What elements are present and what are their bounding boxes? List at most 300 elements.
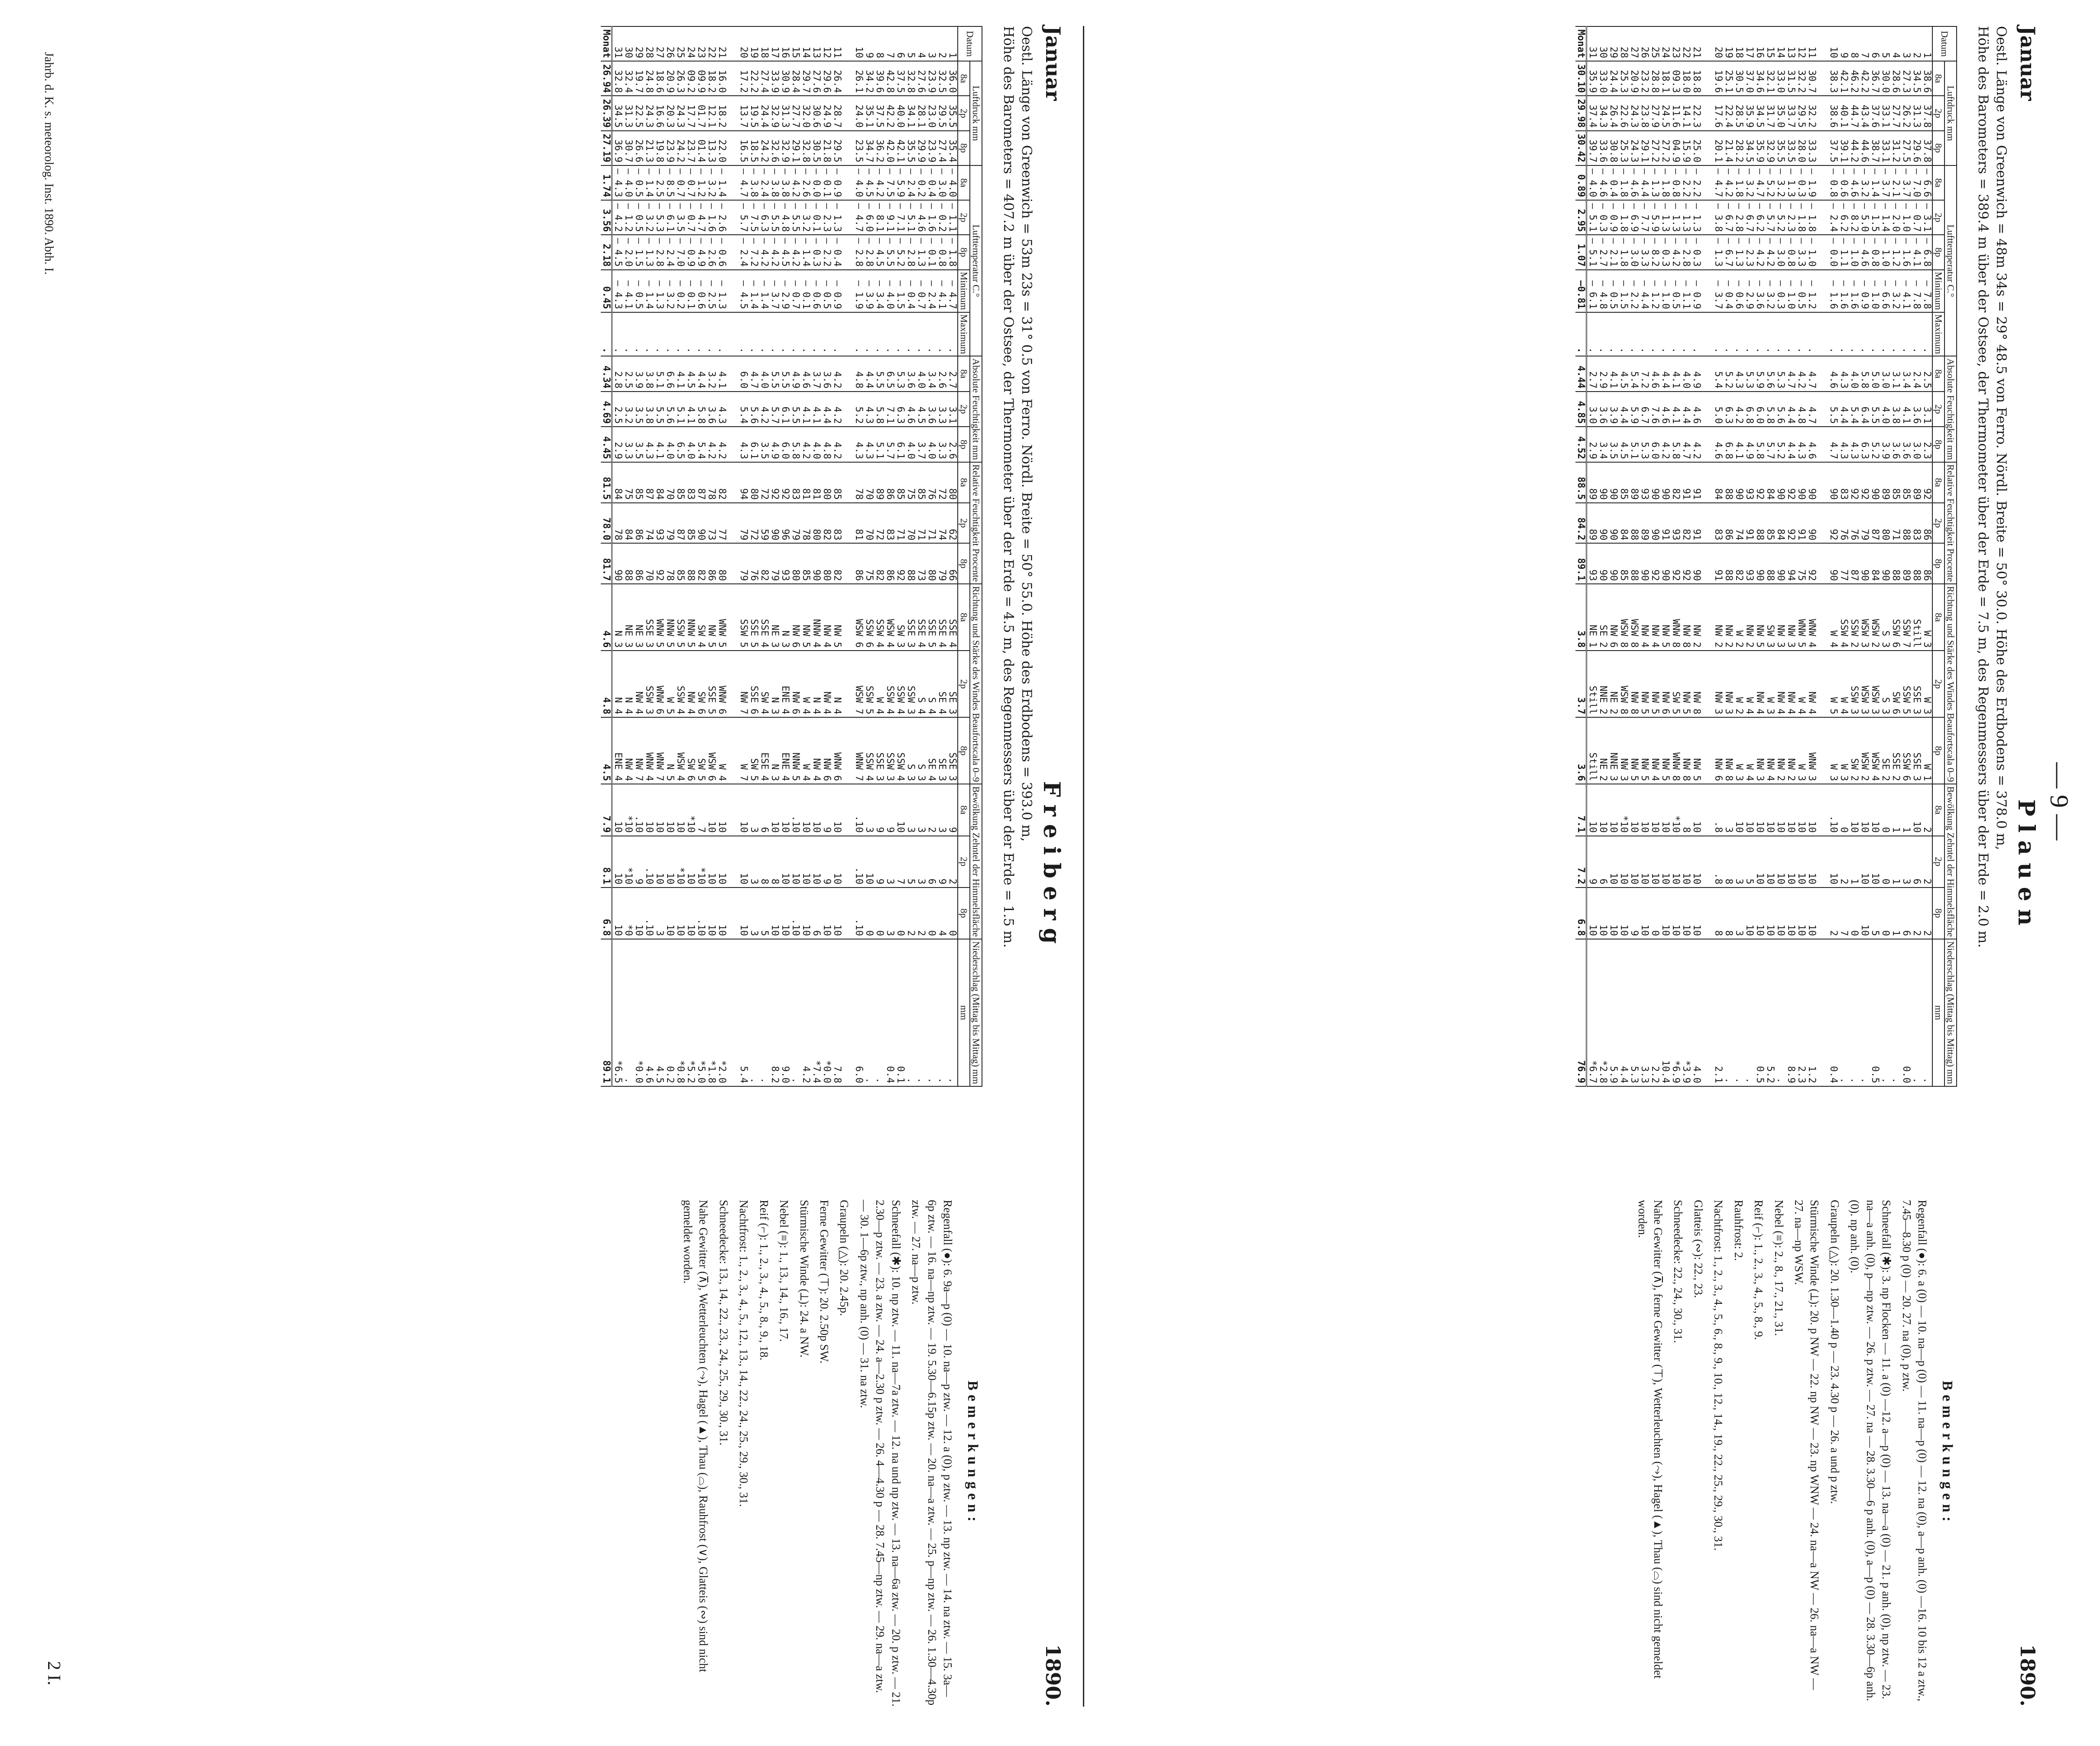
table-cell: 3.5 [633,427,644,462]
table-cell: — 3.2 [664,270,675,312]
table-cell: 0 [926,888,937,939]
table-cell: 16.0 [716,61,727,96]
table-cell: 10 [1587,888,1598,939]
table-cell: 4.2 [1796,356,1806,392]
table-cell: *6.5 [612,939,623,1086]
table-cell: 8 [1713,888,1723,939]
table-cell: 5.0 [1870,356,1880,392]
table-cell: S 3 [1880,651,1890,717]
table-cell: 29.5 [1796,96,1806,130]
table-cell: 84 [623,503,633,544]
column-subheader: 8a [1932,784,1944,836]
table-cell: 96 [780,503,790,544]
remark-paragraph: Schneedecke: 13., 14., 22., 23., 24., 25., 29., 30., 31. [717,1200,730,1445]
table-cell: 10 [706,784,716,836]
table-cell: NW 5 [1639,717,1650,784]
table-cell: 10 [738,836,749,888]
table-cell: — 0.3 [1598,200,1608,235]
table-cell: — 4.1 [1911,235,1922,269]
table-cell: W 3 [1838,717,1849,784]
table-cell: 80 [821,543,832,584]
table-cell: NNE 3 [1608,717,1618,784]
table-cell: — 1.0 [1806,235,1817,269]
table-cell: Still [1587,651,1598,717]
observation-table [1575,26,1957,1087]
table-row [1660,26,1670,1086]
table-cell: 4.85 [1575,392,1587,427]
remark-paragraph: Nebel (≡): 1., 13., 14., 16., 17. [778,1200,791,1342]
table-cell: NW 7 [738,651,749,717]
table-cell: 82 [759,543,769,584]
table-cell: 4.1 [716,356,727,392]
table-cell: 12.1 [706,96,716,130]
column-subheader: 8a [958,165,970,200]
table-cell: 10 [800,784,811,836]
empty-cell [842,270,853,312]
table-cell: WSW 3 [1859,651,1870,717]
table-cell: 9 [821,836,832,888]
table-cell: 90 [1775,543,1786,584]
table-cell: NW 2 [1713,584,1723,651]
table-cell: 83 [832,503,842,544]
table-cell: 85 [675,462,685,503]
day-cell: 25 [1650,26,1660,61]
column-subheader: 8p [1932,543,1944,584]
table-cell: 10 [1775,836,1786,888]
table-cell: . [1775,939,1786,1086]
table-cell: — 6.8 [1922,235,1932,269]
table-cell: NW 4 [1639,584,1650,651]
remark-paragraph: Schneefall (✱): 3. np Flocken — 11. a (0) —12. a—p (0) — 13. na—a (0) — 21. p anh. (0), np ztw. — 23. na—a anh. (0), p—np ztw. — 26. p ztw. — 27. na — 28. 3.30—6 p anh. (0), a—p (0) — 28. 3.30—6p anh. (0). np anh. (0). [1848,1200,1893,1701]
empty-cell [727,427,738,462]
remark-paragraph: Stürmische Winde (⟂): 20. p NW — 22. np NW — 23. np WNW — 24. na—a NW — 26. na—a NW — 27. na—np WSW. [1792,1200,1821,1690]
column-subheader: 8a [1932,462,1944,503]
table-row [1618,26,1629,1086]
table-cell: WNW 4 [644,717,654,784]
table-cell: 30.5 [811,131,821,165]
table-cell: NW 7 [633,717,644,784]
table-cell: 3.9 [633,356,644,392]
table-cell: 19.5 [749,96,759,130]
day-cell: 13 [1786,26,1796,61]
table-cell: 10 [1786,836,1796,888]
table-cell: — 2.5 [706,270,716,312]
table-cell: 4.1 [675,356,685,392]
empty-cell [842,200,853,235]
table-cell: W 4 [1744,651,1754,717]
table-cell: SSE 4 [947,584,958,651]
table-cell: S 4 [916,651,926,717]
table-cell: 78 [664,543,675,584]
table-cell: — 4.0 [885,270,895,312]
table-cell: 8 [1723,888,1734,939]
remarks-body [1634,1200,1930,1707]
table-cell: SSW 5 [738,584,749,651]
table-cell: 10 [1765,888,1775,939]
table-cell: — 1.3 [1786,165,1796,200]
day-cell: 10 [1828,26,1838,61]
table-cell: . [1744,312,1754,356]
empty-cell [842,165,853,200]
table-cell: . [790,939,800,1086]
table-cell: 10 [1828,836,1838,888]
table-cell: 3.3 [1639,939,1650,1086]
day-cell: 1 [1922,26,1932,61]
table-cell: — 7.0 [675,235,685,269]
table-cell: 32.5 [937,61,947,96]
table-cell: 4.6 [601,584,612,651]
table-cell: 19.7 [633,61,644,96]
table-cell: — 0.7 [685,165,696,200]
table-cell: 10 [1639,784,1650,836]
table-cell: 35.4 [947,131,958,165]
table-cell: 90 [612,543,623,584]
table-cell: 4.6 [1806,427,1817,462]
table-cell: 84 [1775,503,1786,544]
table-cell: 90 [1775,462,1786,503]
table-cell: 23.9 [926,61,937,96]
table-cell: — 3.0 [937,165,947,200]
empty-cell [842,503,853,544]
table-cell: 31.5 [1786,61,1796,96]
table-cell: SW 6 [685,717,696,784]
table-cell: 4.4 [1838,392,1849,427]
table-cell: 28.4 [790,61,800,96]
table-cell: 2.9 [1598,356,1608,392]
table-cell: 4.9 [769,427,780,462]
table-cell: 72 [874,503,885,544]
table-cell: 90 [1598,503,1608,544]
table-cell: 36.7 [1870,61,1880,96]
table-cell: 09.9 [696,61,706,96]
table-row [1608,26,1618,1086]
table-cell: N 4 [811,651,821,717]
table-cell: 3.7 [1575,651,1587,717]
empty-cell [842,939,853,1086]
table-cell: 10 [811,836,821,888]
table-cell: NW 2 [1723,584,1734,651]
table-cell: 90 [769,503,780,544]
table-cell: 4.2 [832,392,842,427]
table-cell: 66 [947,543,958,584]
table-cell: 2.4 [1911,356,1922,392]
table-cell: 9 [874,836,885,888]
table-cell: 30.9 [780,61,790,96]
day-cell: 25 [675,26,685,61]
table-cell: 29.5 [937,96,947,130]
table-cell: 24.2 [759,131,769,165]
table-cell: 2.5 [1922,356,1932,392]
table-cell: 7 [895,836,905,888]
table-cell: 81.7 [601,543,612,584]
table-cell: — 1.0 [1786,270,1796,312]
table-cell: 89 [1911,462,1922,503]
table-cell: 6.0 [1650,427,1660,462]
table-cell: 90 [1828,462,1838,503]
table-cell: 0.0 [1901,939,1911,1086]
table-cell: 42.1 [895,131,905,165]
table-cell: 3.7 [811,356,821,392]
table-cell: — 2.4 [926,270,937,312]
table-cell: 86 [633,543,644,584]
table-cell: 4.45 [601,427,612,462]
table-cell: 92 [1806,543,1817,584]
table-cell: 10 [1744,888,1754,939]
table-cell: NW 3 [1713,651,1723,717]
table-cell: 6.3 [1723,392,1734,427]
table-cell: — 1.4 [759,270,769,312]
table-cell: 79 [738,543,749,584]
table-cell: 28.5 [1734,96,1744,130]
table-cell: 4.0 [811,427,821,462]
table-cell: 90 [1870,462,1880,503]
column-group-header: Datum [1932,26,1957,61]
table-row [1890,26,1901,1086]
table-cell: — 0.5 [1608,270,1618,312]
table-cell: . [1911,939,1922,1086]
table-cell: 29.6 [1911,131,1922,165]
table-cell: — 1.8 [1734,165,1744,200]
table-cell: 3 [1734,888,1744,939]
table-cell: 87 [696,462,706,503]
table-cell: — 2.8 [1734,200,1744,235]
table-cell: 89 [1901,543,1911,584]
table-row [1828,26,1838,1086]
table-cell: — 3.8 [769,165,780,200]
column-group-header: Datum [958,26,982,61]
table-cell: — 4.2 [759,235,769,269]
table-cell: — 1.9 [1806,165,1817,200]
table-cell: 5.1 [1629,427,1639,462]
table-cell: 24.3 [644,96,654,130]
empty-cell [842,836,853,888]
footer-citation: Jahrb. d. K. s. meteorolog. Inst. 1890. Abth. I. [42,52,55,275]
table-cell: 4.3 [1796,427,1806,462]
table-cell: SW 5 [1670,651,1681,717]
table-cell: 5.9 [1608,939,1618,1086]
table-cell: 5.1 [874,427,885,462]
table-cell: W 5 [1828,651,1838,717]
table-cell: 10 [800,888,811,939]
table-cell: 74 [937,503,947,544]
day-cell: 11 [1806,26,1817,61]
table-cell: WSW 4 [675,717,685,784]
table-cell: 23.0 [926,96,937,130]
table-cell: WSW 8 [1618,651,1629,717]
table-cell: 88 [1629,503,1639,544]
table-cell: 3 [916,836,926,888]
table-cell: 17.7 [685,96,696,130]
table-cell: 32.8 [800,131,811,165]
table-cell: 93 [780,543,790,584]
table-cell: 38.6 [1828,96,1838,130]
table-cell: 10 [1806,888,1817,939]
table-cell: 10 [664,784,675,836]
table-cell: 4.2 [800,939,811,1086]
table-cell: — 1.6 [1838,270,1849,312]
table-cell: 28.6 [1890,61,1901,96]
table-cell: . [685,312,696,356]
table-cell: 26.39 [601,96,612,130]
table-cell: 91 [1681,462,1691,503]
table-cell: 2.2 [1650,939,1660,1086]
table-cell: — 2.6 [800,165,811,200]
table-cell: 5.6 [1775,392,1786,427]
table-cell: — 5.3 [654,200,664,235]
table-cell: — 6.1 [664,200,675,235]
table-cell: 2.3 [1922,427,1932,462]
remark-paragraph: Regenfall (●): 6. a (0) — 10. na—p (0) — 11. na—p (0) — 12. na (0), a—p anh. (0) —16. 10 bis 12 a ztw., 7.45—8.30 p (0) — 20. 27. na (0), p ztw. [1900,1200,1929,1701]
table-cell: 30.7 [1806,61,1817,96]
column-subheader: 8a [1932,165,1944,200]
table-cell: 4.3 [738,427,749,462]
empty-cell [1701,235,1713,269]
table-cell: 76 [1838,503,1849,544]
table-cell: 10 [1598,888,1608,939]
table-cell: 5.5 [874,356,885,392]
table-cell: 78 [612,503,623,544]
empty-cell [1701,270,1713,312]
table-cell: 90 [1598,543,1608,584]
table-cell: . [874,939,885,1086]
table-cell: WSW 3 [1870,651,1880,717]
table-cell: 10 [1691,836,1701,888]
table-cell: 9 [1629,888,1639,939]
table-cell: . [654,312,664,356]
table-cell: 10 [1629,836,1639,888]
table-cell: — 4.2 [790,165,800,200]
table-cell: 30.5 [1734,61,1744,96]
table-cell: 4.1 [1670,392,1681,427]
day-cell: 18 [1734,26,1744,61]
table-cell: 10 [1849,784,1859,836]
table-cell: 10 [821,888,832,939]
table-row [1859,26,1870,1086]
table-cell: . [1838,312,1849,356]
table-cell: NW 2 [1786,717,1796,784]
table-cell: WNW 6 [832,717,842,784]
table-cell: 6.5 [675,427,685,462]
day-cell: 7 [885,26,895,61]
table-cell: .10 [790,784,800,836]
table-row [832,26,842,1086]
table-cell: 40.0 [895,96,905,130]
table-cell: — 5.9 [895,165,905,200]
table-cell: 91 [1713,543,1723,584]
table-cell: 91 [1691,503,1701,544]
table-cell: NW 6 [790,651,800,717]
table-cell: 89 [1587,503,1598,544]
table-cell: 27.7 [790,96,800,130]
table-cell: 22.4 [1723,96,1734,130]
table-cell: 10 [612,784,623,836]
table-cell: WSW 8 [1618,584,1629,651]
table-cell: 24.3 [1629,96,1639,130]
table-cell: 5.2 [1765,939,1775,1086]
table-cell: 3.1 [1890,356,1901,392]
table-cell: — 1.8 [1618,165,1629,200]
table-cell: NW 4 [685,651,696,717]
table-cell: 90 [1608,503,1618,544]
table-cell: 37.8 [1922,96,1932,130]
table-cell: N 4 [623,651,633,717]
table-cell: 81 [811,462,821,503]
table-cell: 0 [895,888,905,939]
table-cell: 5.2 [1723,356,1734,392]
table-cell: 10 [706,888,716,939]
table-cell: *1.8 [706,939,716,1086]
table-cell: WNW 7 [853,717,864,784]
table-cell: 28.2 [1734,131,1744,165]
table-cell: — 2.5 [654,165,664,200]
empty-cell [727,61,738,96]
remarks-body [680,1200,956,1707]
table-cell: 77 [716,503,727,544]
table-cell: — 2.4 [738,235,749,269]
empty-cell [1817,26,1828,61]
table-cell: 2.6 [937,356,947,392]
table-cell: 10 [1650,836,1660,888]
table-cell: 3.0 [1911,427,1922,462]
table-cell: — 6.3 [759,200,769,235]
day-cell: 10 [853,26,864,61]
table-cell: — 3.9 [864,270,874,312]
column-subheader: 8p [958,888,970,939]
table-cell: 71 [926,503,937,544]
table-cell: 3.2 [623,392,633,427]
table-cell: . [853,312,864,356]
month-label: Januar [1041,26,1065,101]
table-cell: 3 [749,836,759,888]
table-cell: 32.8 [612,61,623,96]
table-cell: 29.98 [1575,96,1587,130]
column-subheader: Maximum [1932,312,1944,356]
table-cell: W 3 [1765,651,1775,717]
table-cell: — 1.5 [1870,200,1880,235]
table-cell: 6.0 [738,356,749,392]
table-cell: 75 [1796,543,1806,584]
column-group-header: Absolute Feuchtigkeit mm [1944,356,1957,462]
table-cell: 37.4 [1587,96,1598,130]
table-cell: — 1.2 [1650,270,1660,312]
table-cell: 29.9 [916,131,926,165]
table-cell: 4.6 [1660,392,1670,427]
table-row [1901,26,1911,1086]
table-cell: . [612,312,623,356]
table-cell: 22.3 [1691,96,1701,130]
table-cell: 10 [654,784,664,836]
table-cell: 4 [937,888,947,939]
table-cell: . [749,939,759,1086]
empty-cell [1701,651,1713,717]
table-cell: 5.3 [1744,356,1754,392]
table-cell: 10 [1796,836,1806,888]
table-cell: 10 [780,888,790,939]
table-cell: 30.6 [811,96,821,130]
table-cell: 6.4 [1859,392,1870,427]
table-cell: .10 [853,888,864,939]
table-cell: . [675,312,685,356]
table-cell: 85 [1890,462,1901,503]
table-cell: 7.2 [1639,356,1650,392]
table-cell: 6.1 [749,427,759,462]
empty-cell [1701,61,1713,96]
table-cell: 10 [895,784,905,836]
table-cell: . [1859,312,1870,356]
table-cell: 2 [1922,784,1932,836]
table-cell: 10 [1608,836,1618,888]
table-cell: 0 [1880,784,1890,836]
